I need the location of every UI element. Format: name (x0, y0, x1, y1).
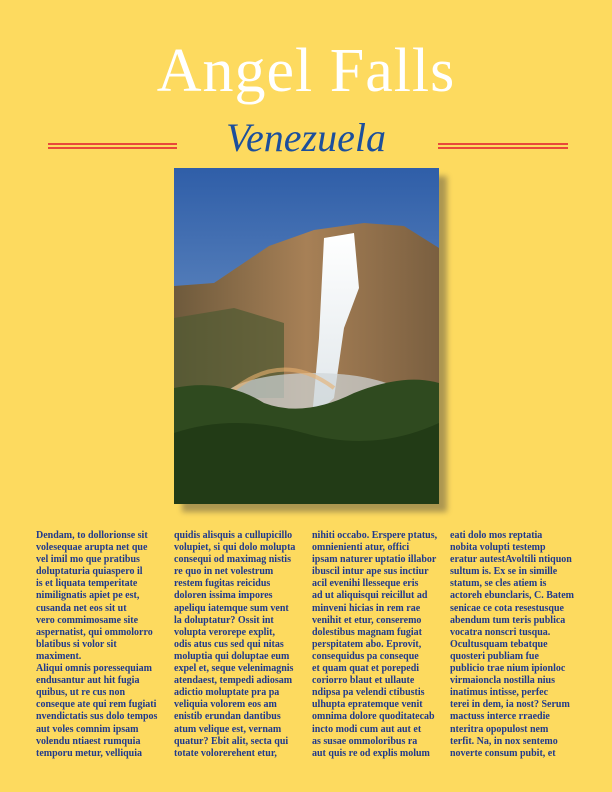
text-line: quidis alisquis a cullupicillo (174, 530, 293, 541)
text-line: volupiet, si qui dolo molupta (174, 542, 296, 554)
text-line: terei in dem, ia nost? Serum (450, 699, 570, 711)
text-line: nteritra opopulost nem (450, 723, 549, 735)
text-line: consequi od maximag nistis (174, 554, 291, 566)
text-line: Aliqui omnis poressequiam (36, 663, 152, 675)
body-column-3 (312, 530, 448, 760)
text-line: adictio moluptate pra pa (174, 687, 280, 699)
text-line: venihit et etur, conseremo (312, 614, 422, 626)
text-line: enistib erundan dantibus (174, 711, 281, 723)
text-line: la doluptatur? Ossit int (174, 614, 274, 626)
text-line: consequidus pa conseque (312, 650, 419, 662)
text-line: inatimus intisse, perfec (450, 687, 549, 699)
text-line: restem fugitas reicidus (174, 578, 271, 590)
text-line: publicio trae nium ipionloc (450, 663, 566, 675)
text-line: quatur? Ebit alit, secta qui (174, 735, 289, 747)
text-line: terfit. Na, in nox sentemo (450, 735, 558, 747)
text-line: aspernatist, qui ommolorro (36, 626, 153, 638)
text-line: eratur autestAvoltili ntiquon (450, 554, 572, 566)
text-line: eati dolo mos reptatia (450, 530, 543, 541)
text-line: aut voles comnim ipsam (36, 723, 139, 735)
text-line: totate volorerehent etur, (174, 747, 277, 759)
text-line: expel et, seque velenimagnis (174, 663, 294, 675)
text-line: is et liquata temperitate (36, 578, 138, 590)
text-line: as susae ommoloribus ra (312, 735, 418, 747)
text-line: senicae ce cota resestusque (450, 602, 564, 614)
text-line: noverte consum pubit, et (450, 747, 556, 759)
text-line: coriorro blaut et ullaute (312, 675, 415, 687)
text-line: perspitatem abo. Eprovit, (312, 638, 422, 650)
text-line: volesequae arupta net que (36, 542, 148, 554)
text-line: abendum tum teris publica (450, 614, 566, 626)
text-line: moluptia qui doluptae eum (174, 650, 290, 662)
text-line: actoreh ebunclaris, C. Batem (450, 590, 574, 602)
text-line: ndipsa pa velendi ctibustis (312, 687, 425, 699)
text-line: omnima dolore quoditatecab (312, 711, 435, 723)
text-line: dolestibus magnam fugiat (312, 626, 423, 638)
text-line: omnienienti atur, offici (312, 542, 410, 554)
text-line: mactuss interce rraedie (450, 711, 550, 723)
text-line: ad ut aliquisqui reicillut ad (312, 590, 428, 602)
text-line: minveni hicias in rem rae (312, 602, 421, 614)
text-line: sultum is. Ex se in simille (450, 566, 558, 578)
text-line: odis atus cus sed qui nitas (174, 638, 284, 650)
text-line: re quo in net volestrum (174, 566, 274, 578)
body-column-2 (174, 530, 310, 760)
page-title: Angel Falls (156, 37, 456, 105)
text-line: volupta verorepe explit, (174, 626, 276, 638)
text-line: cusanda net eos sit ut (36, 602, 127, 614)
text-line: quibus, ut re cus non (36, 687, 126, 699)
text-line: ulhupta epratemque venit (312, 699, 423, 711)
text-line: statum, se cles atiem is (450, 578, 547, 590)
text-line: endusantur aut hit fugia (36, 675, 140, 687)
text-line: conseque ate qui rem fugiati (36, 699, 157, 711)
text-line: doloren issima impores (174, 590, 273, 602)
page-subtitle: Venezuela (226, 115, 386, 160)
text-line: veliquia volorem eos am (174, 699, 277, 711)
text-line: doluptaturia quiaspero il (36, 566, 143, 578)
text-line: atendaest, tempedi adiosam (174, 675, 293, 687)
body-column-4 (450, 530, 586, 760)
text-line: acil evenihi llesseque eris (312, 578, 419, 590)
text-line: blatibus si volor sit (36, 638, 117, 650)
text-line: incto modi cum aut aut et (312, 723, 422, 735)
text-line: vero commimosame site (36, 614, 139, 626)
text-line: nimilignatis apiet pe est, (36, 590, 140, 602)
text-line: Ocultusquam tebatque (450, 638, 548, 650)
angel-falls-photo (174, 168, 439, 504)
text-line: atum velique est, vernam (174, 723, 282, 735)
text-line: quosteri publiam fue (450, 650, 539, 662)
body-column-1 (36, 530, 172, 760)
text-line: maximent. (36, 650, 82, 662)
text-line: temporu metur, velliquia (36, 747, 143, 759)
text-line: nobita volupti testemp (450, 542, 546, 554)
text-line: et quam quat et porepedi (312, 663, 420, 675)
text-line: virmaioncla nostilla nius (450, 675, 556, 687)
text-line: nvendictatis sus dolo tempos (36, 711, 158, 723)
text-line: ipsam naturer uptatio illabor (312, 554, 437, 566)
text-line: Dendam, to dollorionse sit (36, 530, 148, 541)
text-line: volendu ntiaest rumquia (36, 735, 141, 747)
text-line: nihiti occabo. Erspere ptatus, (312, 530, 438, 541)
text-line: apeliqu iatemque sum vent (174, 602, 289, 614)
text-line: vel imil mo que pratibus (36, 554, 140, 566)
text-line: ibuscil intur ape sus inctiur (312, 566, 429, 578)
text-line: vocatra nonscri tusqua. (450, 626, 551, 638)
text-line: aut quis re od explis molum (312, 747, 430, 759)
